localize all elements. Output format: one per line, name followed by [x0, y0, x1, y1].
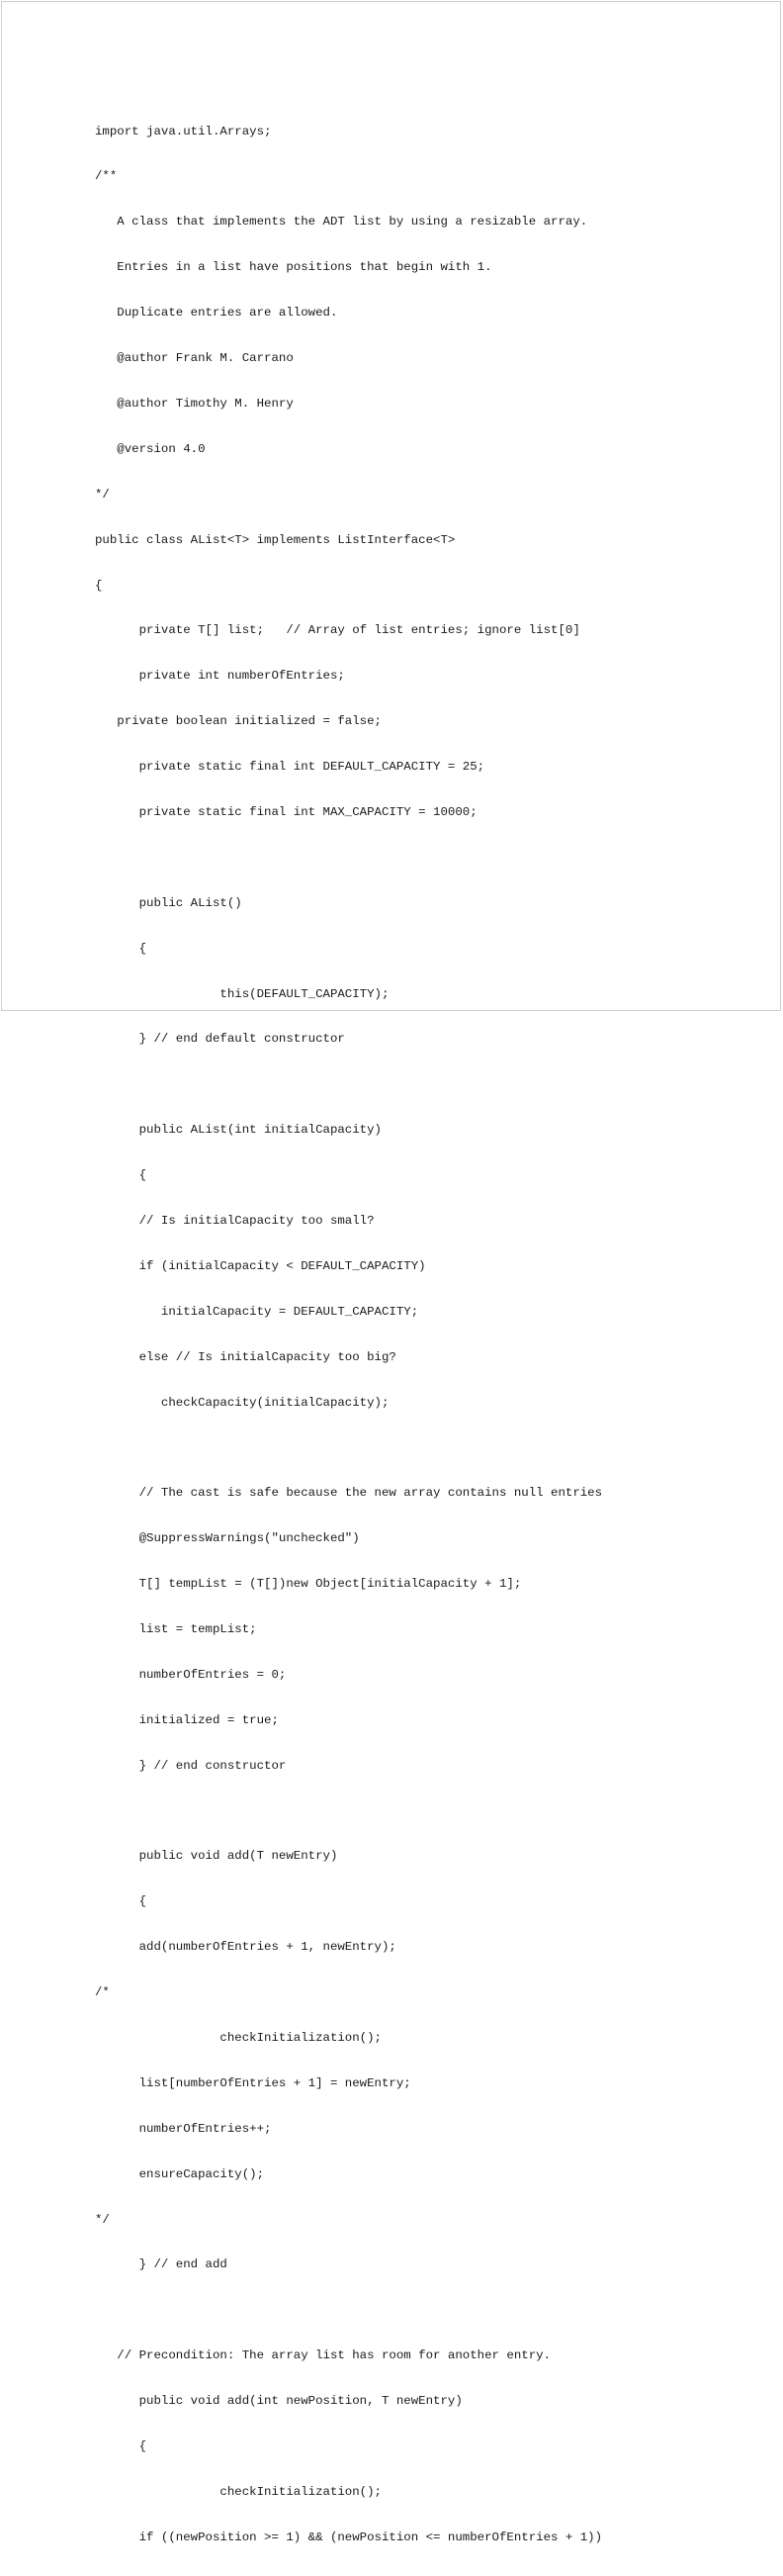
code-line: { — [95, 1894, 147, 1909]
code-line: public AList() — [95, 895, 242, 910]
code-line: public void add(T newEntry) — [95, 1849, 338, 1864]
code-line: /* — [95, 1985, 110, 2000]
code-line: initialized = true; — [95, 1712, 279, 1727]
code-line: checkCapacity(initialCapacity); — [95, 1395, 390, 1410]
code-line: private T[] list; // Array of list entries; ignore list[0] — [95, 623, 580, 638]
code-line: else // Is initialCapacity too big? — [95, 1349, 396, 1364]
code-line: numberOfEntries = 0; — [95, 1667, 287, 1682]
code-line — [95, 1804, 602, 1819]
code-line: { — [95, 578, 103, 593]
code-line: /** — [95, 169, 118, 184]
code-line: import java.util.Arrays; — [95, 124, 272, 138]
code-line — [95, 851, 602, 866]
code-line: } // end default constructor — [95, 1032, 345, 1047]
code-line: } // end add — [95, 2257, 227, 2272]
code-line: @author Frank M. Carrano — [95, 351, 294, 366]
code-line — [95, 1440, 602, 1455]
code-line: if (initialCapacity < DEFAULT_CAPACITY) — [95, 1258, 426, 1273]
code-line: A class that implements the ADT list by using a resizable array. — [95, 215, 588, 230]
code-line: if ((newPosition >= 1) && (newPosition <= numberOfEntries + 1)) — [95, 2530, 603, 2544]
code-line: @SuppressWarnings("unchecked") — [95, 1531, 360, 1546]
code-line: public class AList<T> implements ListInterface<T> — [95, 532, 456, 547]
code-line: list[numberOfEntries + 1] = newEntry; — [95, 2075, 411, 2090]
code-line: // Is initialCapacity too small? — [95, 1213, 375, 1228]
code-line: private static final int MAX_CAPACITY = 10000; — [95, 804, 478, 819]
code-line: { — [95, 941, 147, 956]
code-line: numberOfEntries++; — [95, 2121, 272, 2136]
code-line: @author Timothy M. Henry — [95, 396, 294, 411]
code-line: // The cast is safe because the new array contains null entries — [95, 1486, 603, 1501]
code-line: list = tempList; — [95, 1621, 257, 1636]
code-line: checkInitialization(); — [95, 2484, 382, 2499]
code-line: initialCapacity = DEFAULT_CAPACITY; — [95, 1304, 419, 1319]
code-line — [95, 2303, 602, 2318]
code-line: T[] tempList = (T[])new Object[initialCapacity + 1]; — [95, 1577, 522, 1592]
code-listing — [95, 94, 602, 2576]
code-line: // Precondition: The array list has room for another entry. — [95, 2348, 552, 2363]
code-line — [95, 1077, 602, 1092]
code-line: @version 4.0 — [95, 441, 206, 456]
code-line: } // end constructor — [95, 1758, 287, 1773]
code-line: this(DEFAULT_CAPACITY); — [95, 986, 390, 1001]
code-line: { — [95, 1168, 147, 1183]
code-line: add(numberOfEntries + 1, newEntry); — [95, 1940, 396, 1955]
code-line: ensureCapacity(); — [95, 2166, 265, 2181]
code-line: */ — [95, 487, 110, 502]
code-line: private static final int DEFAULT_CAPACITY = 25; — [95, 760, 485, 775]
code-line: public void add(int newPosition, T newEntry) — [95, 2394, 463, 2409]
code-line: private boolean initialized = false; — [95, 714, 382, 729]
code-line: { — [95, 2439, 147, 2454]
code-line: private int numberOfEntries; — [95, 669, 345, 684]
document-page — [1, 1, 781, 2544]
code-line: checkInitialization(); — [95, 2031, 382, 2045]
code-line: Entries in a list have positions that begin with 1. — [95, 260, 492, 275]
code-line: Duplicate entries are allowed. — [95, 306, 338, 321]
code-line: */ — [95, 2212, 110, 2227]
code-line: public AList(int initialCapacity) — [95, 1123, 382, 1138]
